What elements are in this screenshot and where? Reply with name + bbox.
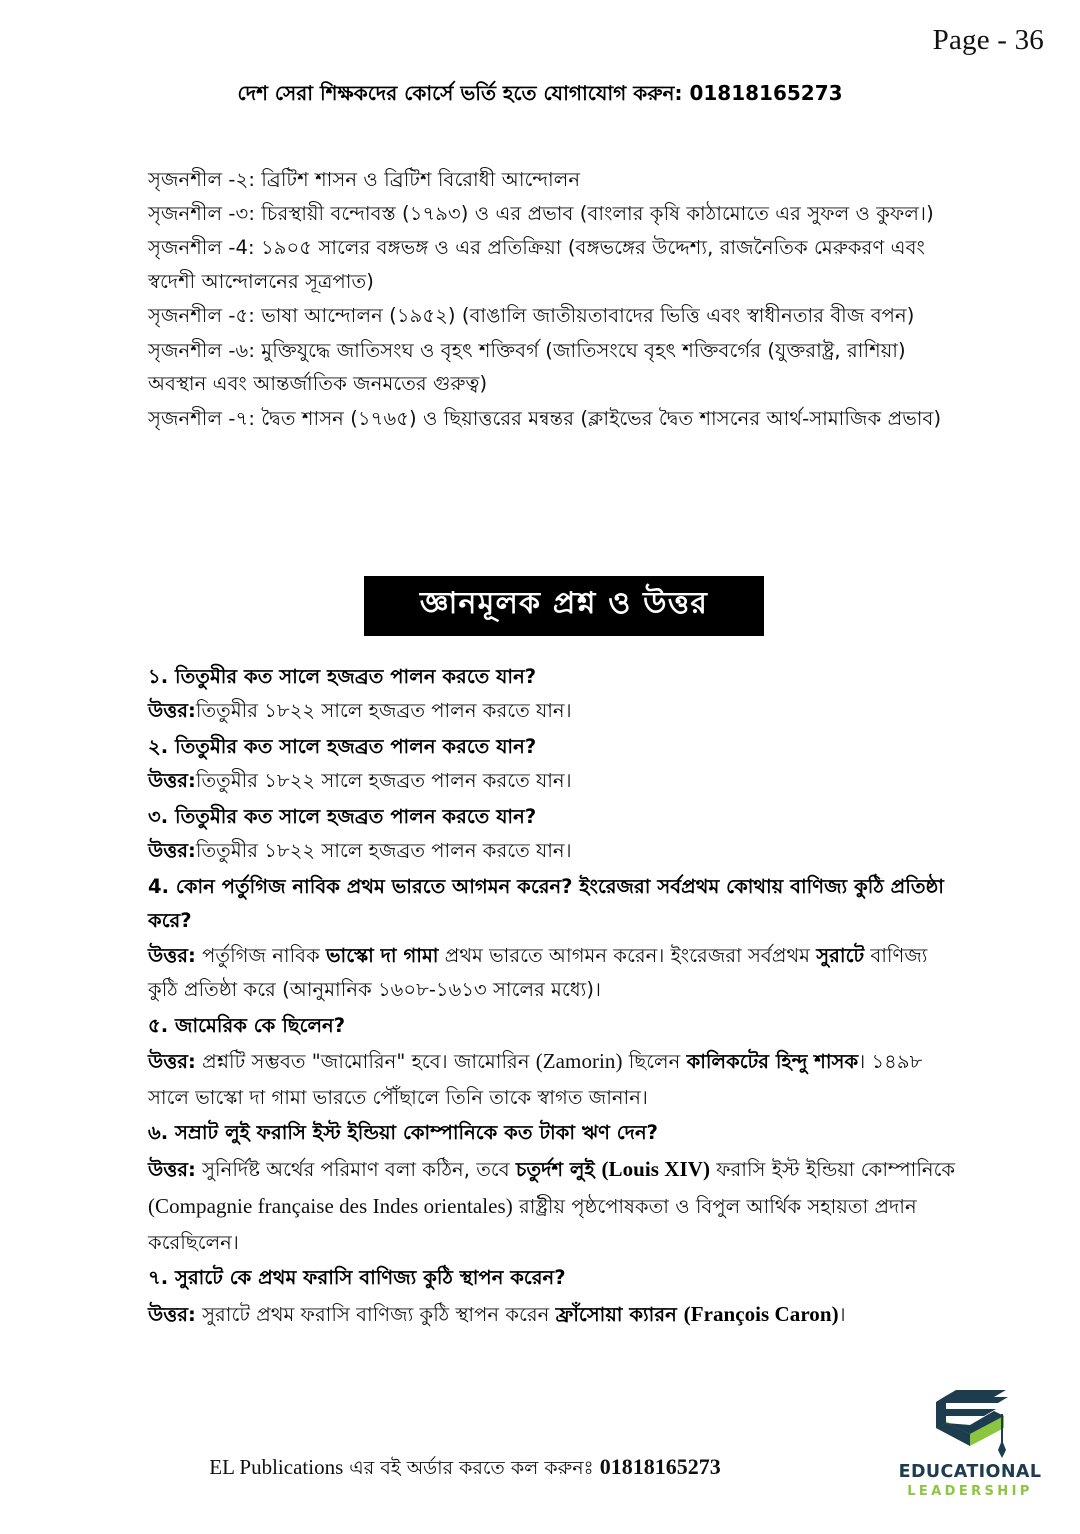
answer-text	[148, 834, 958, 869]
answer-segment: বাণিজ্য কুঠি প্রতিষ্ঠা করে (আনুমানিক ১৬০৮-১৬১৩ সালের মধ্যে)।	[148, 943, 928, 1002]
answer-segment: রাষ্ট্রীয় পৃষ্ঠপোষকতা ও বিপুল আর্থিক সহায়তা প্রদান করেছিলেন।	[148, 1195, 917, 1254]
syllabus-line: সৃজনশীল -4: ১৯০৫ সালের বঙ্গভঙ্গ ও এর প্রতিক্রিয়া (বঙ্গভঙ্গের উদ্দেশ্য, রাজনৈতিক মেরুকরণ এবং স্বদেশী আন্দোলনের সূত্রপাত)	[148, 236, 925, 294]
question-text: ২. তিতুমীর কত সালে হজব্রত পালন করতে যান?	[148, 735, 537, 759]
answer-highlight: চতুর্দশ লুই	[515, 1157, 602, 1181]
syllabus-line: সৃজনশীল -৭: দ্বৈত শাসন (১৭৬৫) ও ছিয়াত্তরের মন্বন্তর (ক্লাইভের দ্বৈত শাসনের আর্থ-সামাজিক প্রভাব)	[148, 406, 942, 430]
answer-text	[148, 1296, 958, 1333]
answer-segment: পর্তুগিজ নাবিক	[195, 943, 327, 967]
answer-segment: ছিলেন	[622, 1050, 687, 1074]
qa-item	[148, 800, 958, 869]
qa-item	[148, 870, 958, 1008]
header-promo-text: দেশ সেরা শিক্ষকদের কোর্সে ভর্তি হতে যোগাযোগ করুন: 01818165273	[237, 81, 843, 105]
answer-text	[148, 939, 958, 1008]
answer-segment: ।	[838, 1302, 846, 1326]
qa-list	[148, 660, 958, 1334]
answer-segment: । ১৪৯৮ সালে ভাস্কো দা গামা ভারতে পৌঁছালে তিনি তাকে স্বাগত জানান।	[148, 1050, 923, 1109]
answer-text	[148, 764, 958, 799]
answer-label: উত্তর:	[148, 1050, 196, 1074]
answer-highlight: ফ্রাঁসোয়া ক্যারন	[555, 1302, 684, 1326]
answer-segment: তিতুমীর ১৮২২ সালে হজব্রত পালন করতে যান।	[195, 839, 572, 863]
answer-text	[148, 694, 958, 729]
answer-segment: প্রথম ভারতে আগমন করেন। ইংরেজরা সর্বপ্রথম	[438, 943, 817, 967]
answer-segment: ফরাসি ইস্ট ইন্ডিয়া কোম্পানিকে	[710, 1157, 956, 1181]
question-text: ১. তিতুমীর কত সালে হজব্রত পালন করতে যান?	[148, 665, 537, 688]
answer-segment: (Compagnie française des Indes orientales)	[148, 1194, 513, 1219]
footer-publisher-name: EL Publications	[209, 1455, 344, 1479]
section-banner-title: জ্ঞানমূলক প্রশ্ন ও উত্তর	[364, 576, 764, 636]
answer-segment: তিতুমীর ১৮২২ সালে হজব্রত পালন করতে যান।	[195, 699, 572, 723]
answer-text	[148, 1043, 958, 1115]
page-number: Page - 36	[932, 24, 1044, 56]
brand-logo	[880, 1384, 1060, 1512]
question-text: ৫. জামেরিক কে ছিলেন?	[148, 1014, 346, 1038]
syllabus-list	[148, 163, 948, 436]
question-text: 4. কোন পর্তুগিজ নাবিক প্রথম ভারতে আগমন করেন? ইংরেজরা সর্বপ্রথম কোথায় বাণিজ্য কুঠি প্রতিষ্ঠা করে?	[148, 875, 944, 933]
answer-segment: প্রশ্নটি সম্ভবত "জামোরিন" হবে। জামোরিন	[195, 1050, 536, 1074]
answer-label: উত্তর:	[148, 943, 196, 967]
qa-item	[148, 1261, 958, 1333]
graduation-cap-logo-icon	[910, 1384, 1030, 1460]
syllabus-line: সৃজনশীল -৬: মুক্তিযুদ্ধে জাতিসংঘ ও বৃহৎ শক্তিবর্গ (জাতিসংঘে বৃহৎ শক্তিবর্গের (যুক্তরাষ্ট্র, রাশিয়া) অবস্থান এবং আন্তর্জাতিক জনমতের গুরুত্ব)	[148, 338, 906, 396]
answer-label: উত্তর:	[148, 839, 196, 863]
qa-item	[148, 1116, 958, 1260]
syllabus-line: সৃজনশীল -২: ব্রিটিশ শাসন ও ব্রিটিশ বিরোধী আন্দোলন	[148, 168, 581, 191]
answer-label: উত্তর:	[148, 699, 196, 723]
qa-item	[148, 660, 958, 729]
syllabus-line: সৃজনশীল -৩: চিরস্থায়ী বন্দোবস্ত (১৭৯৩) ও এর প্রভাব (বাংলার কৃষি কাঠামোতে এর সুফল ও কুফল।)	[148, 202, 934, 226]
question-text: ৭. সুরাটে কে প্রথম ফরাসি বাণিজ্য কুঠি স্থাপন করেন?	[148, 1266, 566, 1290]
answer-highlight: সুরাটে	[816, 943, 865, 967]
answer-segment: সুরাটে প্রথম ফরাসি বাণিজ্য কুঠি স্থাপন করেন	[195, 1302, 556, 1326]
answer-highlight: ভাস্কো দা গামা	[326, 943, 439, 967]
logo-name-text: EDUCATIONAL	[898, 1462, 1042, 1482]
answer-label: উত্তর:	[148, 1302, 196, 1326]
qa-item	[148, 730, 958, 799]
footer-phone-number: 01818165273	[599, 1454, 721, 1479]
answer-segment: (Zamorin)	[535, 1049, 623, 1074]
question-text: ৬. সম্রাট লুই ফরাসি ইস্ট ইন্ডিয়া কোম্পানিকে কত টাকা ঋণ দেন?	[148, 1121, 659, 1145]
answer-text	[148, 1151, 958, 1260]
footer-order-bengali: এর বই অর্ডার করতে কল করুনঃ	[343, 1457, 600, 1479]
answer-segment: সুনির্দিষ্ট অর্থের পরিমাণ বলা কঠিন, তবে	[195, 1157, 516, 1181]
answer-highlight: (François Caron)	[683, 1301, 839, 1326]
question-text: ৩. তিতুমীর কত সালে হজব্রত পালন করতে যান?	[148, 805, 537, 829]
logo-subtitle-text: LEADERSHIP	[907, 1484, 1033, 1499]
syllabus-line: সৃজনশীল -৫: ভাষা আন্দোলন (১৯৫২) (বাঙালি জাতীয়তাবাদের ভিত্তি এবং স্বাধীনতার বীজ বপন)	[148, 304, 915, 328]
answer-label: উত্তর:	[148, 1157, 196, 1181]
answer-segment: তিতুমীর ১৮২২ সালে হজব্রত পালন করতে যান।	[195, 769, 572, 793]
section-banner-wrapper	[0, 576, 1080, 636]
answer-highlight: (Louis XIV)	[601, 1156, 710, 1181]
answer-highlight: কালিকটের হিন্দু শাসক	[686, 1050, 859, 1074]
answer-label: উত্তর:	[148, 769, 196, 793]
qa-item	[148, 1009, 958, 1115]
